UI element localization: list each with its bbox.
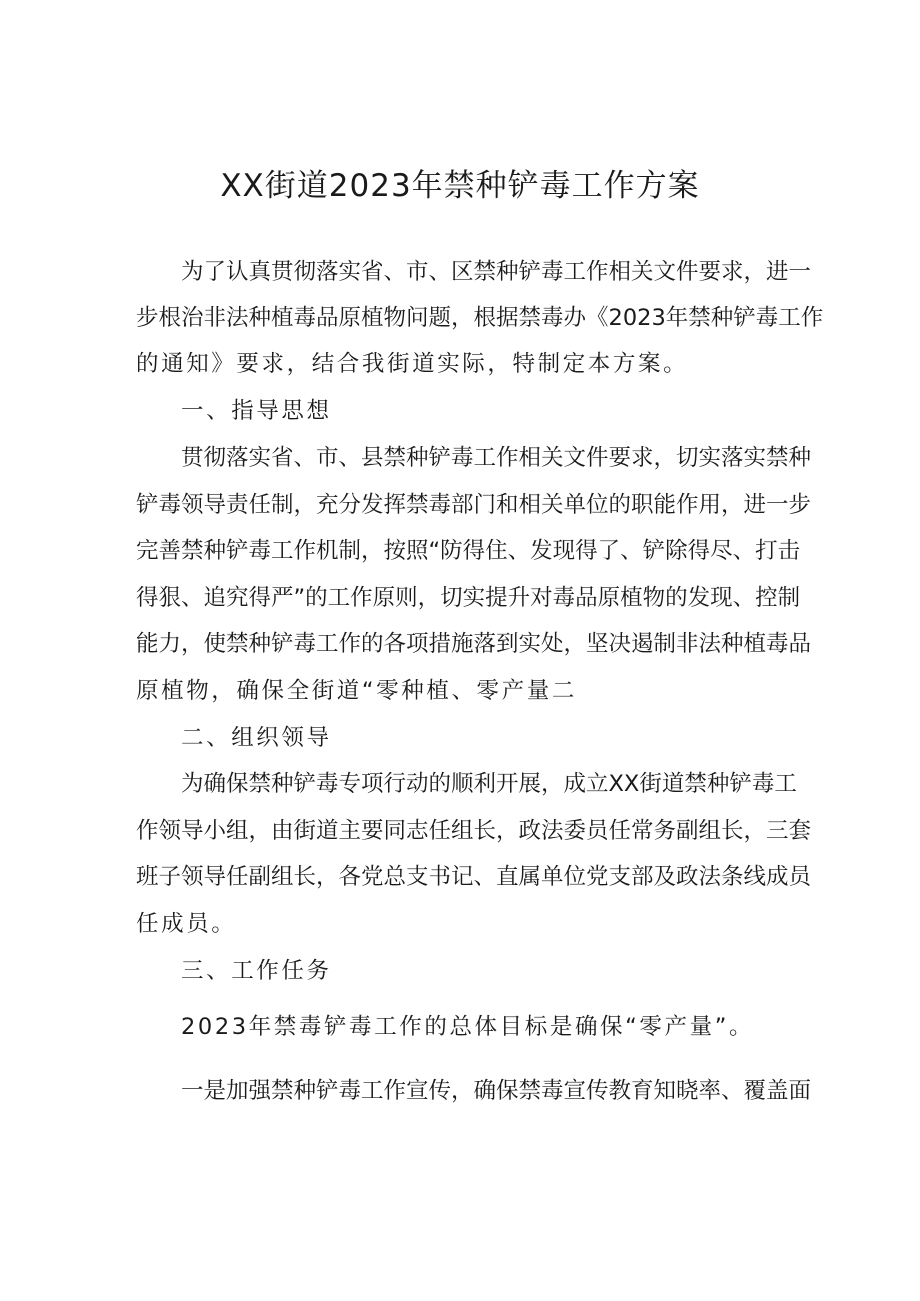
section-1-line-6: 原植物，确保全街道“零种植、零产量二	[136, 678, 577, 704]
intro-line-2: 步根治非法种植毒品原植物问题，根据禁毒办《2023年禁种铲毒工作	[136, 305, 824, 331]
section-1-line-1: 贯彻落实省、市、县禁种铲毒工作相关文件要求，切实落实禁种	[181, 445, 812, 471]
section-1-line-2: 铲毒领导责任制，充分发挥禁毒部门和相关单位的职能作用，进一步	[136, 492, 812, 518]
section-3-heading: 三、工作任务	[181, 958, 332, 984]
intro-line-3: 的通知》要求，结合我街道实际，特制定本方案。	[136, 351, 689, 377]
section-2-line-1: 为确保禁种铲毒专项行动的顺利开展，成立XX街道禁种铲毒工	[181, 771, 797, 797]
document-title: XX街道2023年禁种铲毒工作方案	[220, 168, 700, 204]
intro-line-1: 为了认真贯彻落实省、市、区禁种铲毒工作相关文件要求，进一	[181, 259, 812, 285]
section-3-goal: 2023年禁毒铲毒工作的总体目标是确保“零产量”。	[181, 1014, 755, 1040]
section-1-line-3: 完善禁种铲毒工作机制，按照“防得住、发现得了、铲除得尽、打击	[136, 538, 801, 564]
section-2-line-3: 班子领导任副组长，各党总支书记、直属单位党支部及政法条线成员	[136, 864, 812, 890]
section-2-line-2: 作领导小组，由街道主要同志任组长，政法委员任常务副组长，三套	[136, 818, 812, 844]
section-1-line-4: 得狠、追究得严”的工作原则，切实提升对毒品原植物的发现、控制	[136, 585, 801, 611]
section-2-heading: 二、组织领导	[181, 725, 332, 751]
section-1-line-5: 能力，使禁种铲毒工作的各项措施落到实处，坚决遏制非法种植毒品	[136, 631, 812, 657]
section-3-item-1: 一是加强禁种铲毒工作宣传，确保禁毒宣传教育知晓率、覆盖面	[181, 1078, 812, 1104]
section-2-line-4: 任成员。	[136, 911, 237, 937]
section-1-heading: 一、指导思想	[181, 398, 332, 424]
